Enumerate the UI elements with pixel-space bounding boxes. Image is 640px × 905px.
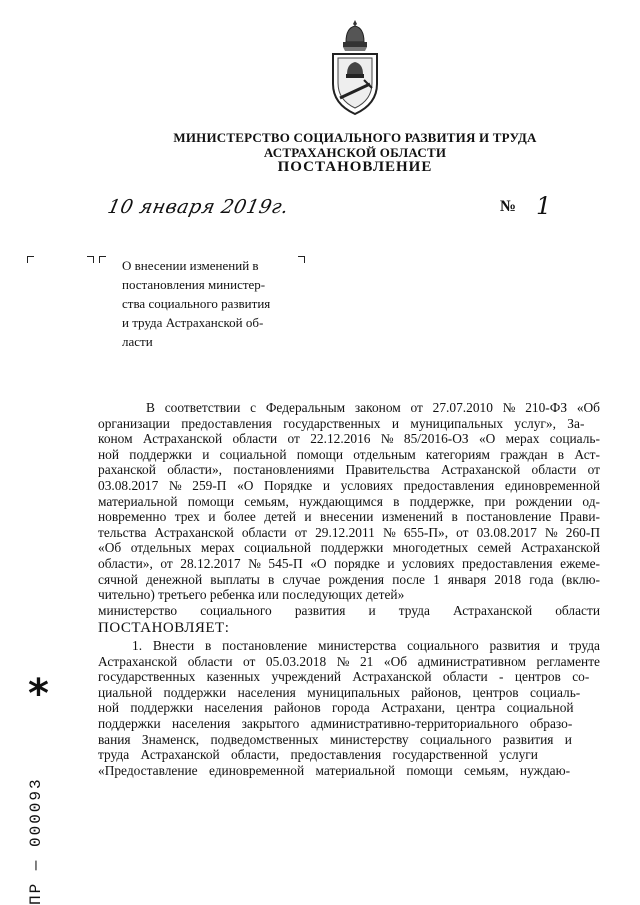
- body-line-text: министерство социального развития и труда Астраханской области: [98, 602, 600, 618]
- body-line-text: ной поддержки и социальной помощи отдельным категориям граждан в Аст-: [98, 446, 600, 462]
- body-line: [98, 509, 600, 525]
- corner-mark: [99, 256, 106, 263]
- body-line-text: труда Астраханской области, предоставления государственной услуги: [98, 747, 538, 763]
- preamble-text: [98, 400, 600, 618]
- body-line-text: материальной помощи семьям, нуждающимся в поддержке, при рождении од-: [98, 493, 600, 509]
- number-label: №: [500, 198, 517, 215]
- subject-line: ства социального развития: [122, 296, 271, 311]
- body-line-text: раханской области», постановлениями Правительства Астраханской области от: [98, 462, 600, 478]
- ministry-name-line1: МИНИСТЕРСТВО СОЦИАЛЬНОГО РАЗВИТИЯ И ТРУДА: [173, 130, 537, 145]
- body-line: [98, 494, 600, 510]
- subject-line: ласти: [122, 334, 153, 349]
- corner-mark: [27, 256, 34, 263]
- body-line: [98, 732, 600, 748]
- subject-line: О внесении изменений в: [122, 258, 259, 273]
- document-type-title: ПОСТАНОВЛЕНИЕ: [277, 159, 433, 175]
- asterisk-mark: *: [28, 671, 49, 717]
- body-line-text: В соответствии с Федеральным законом от 27.07.2010 № 210-ФЗ «Об: [146, 400, 600, 415]
- body-line-text: ной поддержки населения районов города Астрахани, центра социальной: [98, 700, 574, 716]
- body-line-text: области», от 28.12.2017 № 545-П «О порядке и условиях предоставления ежеме-: [98, 555, 600, 571]
- body-line-text: тельства Астраханской области от 29.12.2011 № 655-П», от 03.08.2017 № 260-П: [98, 524, 600, 540]
- body-line: [98, 654, 600, 670]
- body-line-text: 1. Внести в постановление министерства социального развития и труда: [132, 638, 600, 653]
- body-line: [98, 572, 600, 588]
- body-line-text: сячной денежной выплаты в случае рождения после 1 января 2018 года (вклю-: [98, 571, 600, 587]
- body-line: [98, 462, 600, 478]
- decrees-word: ПОСТАНОВЛЯЕТ:: [98, 620, 230, 636]
- body-line: [98, 716, 600, 732]
- body-line: [98, 747, 600, 763]
- body-line-text: организации предоставления государственных и муниципальных услуг», За-: [98, 415, 585, 431]
- item-1-text: [98, 638, 600, 778]
- document-date: 10 января 2019г.: [105, 196, 291, 218]
- coat-of-arms-icon: [326, 18, 384, 118]
- body-line-text: коном Астраханской области от 22.12.2016 № 85/2016-ОЗ «О мерах социаль-: [98, 431, 600, 447]
- document-subject: [122, 256, 307, 351]
- body-line: [98, 669, 600, 685]
- body-line-text: поддержки населения закрытого административно-территориального образо-: [98, 715, 573, 731]
- body-line: [98, 603, 600, 619]
- body-line: [98, 400, 600, 416]
- body-line: [98, 416, 600, 432]
- subject-line: и труда Астраханской об-: [122, 315, 264, 330]
- body-line-text: новременно трех и более детей и внесении изменений в постановление Прави-: [98, 509, 600, 525]
- body-line: [98, 540, 600, 556]
- subject-line: постановления министер-: [122, 277, 266, 292]
- body-line-text: 03.08.2017 № 259-П «О Порядке и условиях предоставления единовременной: [98, 477, 600, 493]
- body-line: [98, 587, 600, 603]
- body-line: [98, 685, 600, 701]
- body-line: [98, 525, 600, 541]
- body-line-text: государственных казенных учреждений Астраханской области - центров со-: [98, 669, 590, 685]
- body-line-text: Астраханской области от 05.03.2018 № 21 «Об административном регламенте: [98, 653, 600, 669]
- body-line-text: «Об отдельных мерах социальной поддержки многодетных семей Астраханской: [98, 540, 600, 556]
- body-line-text: «Предоставление единовременной материальной помощи семьям, нуждаю-: [98, 762, 571, 778]
- body-line-text: чительно) третьего ребенка или последующих детей»: [98, 587, 405, 603]
- document-number: 1: [536, 192, 552, 220]
- body-line: [98, 700, 600, 716]
- body-line: [98, 447, 600, 463]
- body-line-text: вания Знаменск, подведомственных министерству социального развития и: [98, 731, 572, 747]
- side-registration-code: ПР — 000093: [27, 777, 45, 905]
- corner-mark: [87, 256, 94, 263]
- body-line: [98, 638, 600, 654]
- body-line: [98, 431, 600, 447]
- body-line: [98, 763, 600, 779]
- body-line-text: циальной поддержки населения муниципальных районов, центров социаль-: [98, 684, 581, 700]
- ministry-name-line2: АСТРАХАНСКОЙ ОБЛАСТИ: [263, 145, 447, 160]
- body-line: [98, 478, 600, 494]
- body-line: [98, 556, 600, 572]
